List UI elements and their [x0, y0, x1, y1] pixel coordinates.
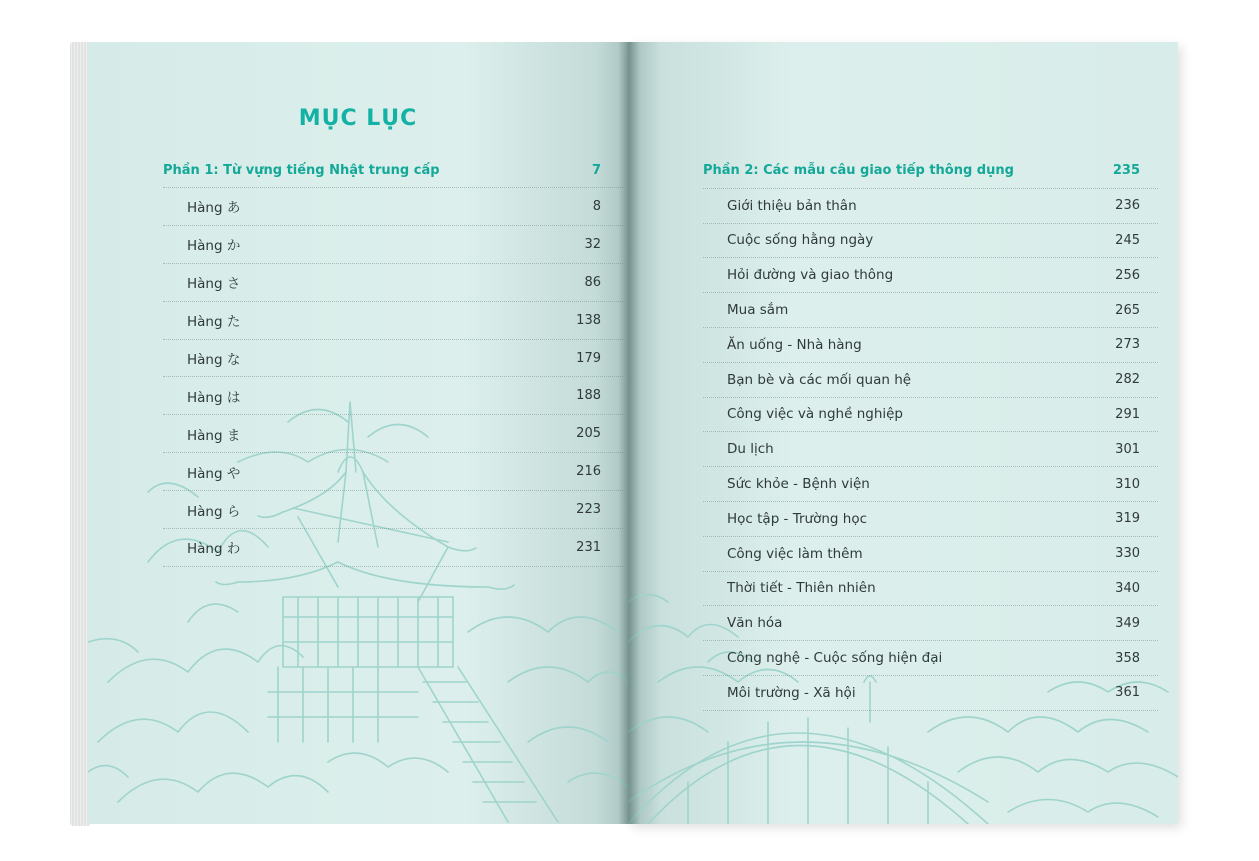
toc-item-page: 138 — [576, 312, 601, 328]
toc-item — [163, 529, 623, 567]
toc-item-label: Hàng な — [187, 352, 241, 368]
toc-item — [163, 491, 623, 529]
toc-item — [703, 641, 1158, 676]
toc-item-label: Văn hóa — [727, 615, 783, 632]
toc-item — [703, 189, 1158, 224]
left-page — [88, 42, 628, 824]
toc-item-label: Du lịch — [727, 441, 774, 458]
toc-item — [163, 415, 623, 453]
toc-item-label: Mua sắm — [727, 302, 789, 319]
toc-item-label: Hàng ま — [187, 427, 241, 444]
toc-item — [703, 432, 1158, 467]
toc-item-page: 236 — [1115, 198, 1140, 214]
page-title: MỤC LỤC — [298, 106, 418, 131]
toc-section-heading — [163, 154, 623, 188]
toc-item-page: 32 — [584, 236, 601, 252]
toc-item-page: 361 — [1115, 685, 1140, 701]
page-edges — [70, 42, 90, 826]
toc-item-label: Hàng さ — [187, 276, 241, 293]
toc-item-label: Giới thiệu bản thân — [727, 197, 857, 214]
toc-section-label: Phần 1: Từ vựng tiếng Nhật trung cấp — [163, 163, 440, 178]
toc-item-label: Hỏi đường và giao thông — [727, 267, 894, 284]
toc-item-page: 310 — [1115, 476, 1140, 492]
toc-item-page: 245 — [1115, 232, 1140, 248]
toc-item-label: Hàng は — [187, 389, 241, 406]
toc-item — [163, 340, 623, 378]
toc-item — [163, 188, 623, 226]
toc-item-label: Công việc làm thêm — [727, 545, 863, 562]
toc-item-page: 8 — [592, 198, 601, 214]
toc-item — [703, 502, 1158, 537]
toc-item — [163, 302, 623, 340]
toc-section-label: Phần 2: Các mẫu câu giao tiếp thông dụng — [703, 163, 1014, 179]
toc-item-label: Hàng ら — [187, 503, 241, 520]
toc-item — [703, 398, 1158, 433]
toc-item-label: Cuộc sống hằng ngày — [727, 232, 874, 249]
toc-item-label: Hàng た — [187, 314, 241, 331]
toc-item-page: 231 — [576, 539, 601, 555]
toc-section-page: 235 — [1112, 163, 1140, 179]
toc-item-label: Thời tiết - Thiên nhiên — [727, 580, 876, 597]
toc-item-page: 349 — [1115, 615, 1140, 631]
toc-section-page: 7 — [591, 163, 601, 178]
toc-item-page: 179 — [576, 350, 601, 366]
right-page — [628, 42, 1178, 824]
toc-item-page: 256 — [1115, 267, 1140, 283]
toc-item — [703, 258, 1158, 293]
toc-item — [163, 453, 623, 491]
toc-item-page: 273 — [1115, 337, 1140, 353]
toc-item — [703, 676, 1158, 711]
toc-item — [703, 224, 1158, 259]
toc-item — [703, 537, 1158, 572]
toc-item-page: 216 — [576, 464, 601, 480]
toc-item-label: Hàng や — [187, 465, 241, 482]
toc-item-page: 330 — [1115, 546, 1140, 562]
toc-item-page: 205 — [576, 426, 601, 442]
toc-item-page: 358 — [1115, 650, 1140, 666]
toc-item-label: Hàng わ — [187, 541, 241, 558]
toc-item-label: Công việc và nghề nghiệp — [727, 406, 904, 423]
toc-item-page: 282 — [1115, 372, 1140, 388]
toc-item-label: Công nghệ - Cuộc sống hiện đại — [727, 650, 943, 667]
toc-item-label: Ăn uống - Nhà hàng — [727, 336, 862, 353]
toc-item-page: 223 — [576, 502, 601, 518]
toc-item — [163, 264, 623, 302]
toc-item-label: Môi trường - Xã hội — [727, 684, 856, 701]
toc-section-heading — [703, 154, 1158, 189]
toc-item-page: 86 — [584, 274, 601, 290]
toc-part-1 — [163, 154, 623, 567]
toc-item — [703, 606, 1158, 641]
toc-item — [163, 377, 623, 415]
toc-item-label: Học tập - Trường học — [727, 510, 867, 527]
toc-item-label: Bạn bè và các mối quan hệ — [727, 371, 912, 388]
toc-item-page: 319 — [1115, 511, 1140, 527]
toc-item — [703, 363, 1158, 398]
toc-item-page: 301 — [1115, 441, 1140, 457]
toc-item — [703, 467, 1158, 502]
toc-item — [163, 226, 623, 264]
toc-part-2 — [703, 154, 1158, 711]
toc-item — [703, 572, 1158, 607]
toc-item-page: 340 — [1115, 580, 1140, 596]
toc-item-page: 188 — [576, 388, 601, 404]
toc-item-label: Hàng あ — [187, 200, 241, 217]
toc-item-page: 291 — [1115, 406, 1140, 422]
toc-item — [703, 293, 1158, 328]
toc-item-label: Sức khỏe - Bệnh viện — [727, 476, 870, 493]
toc-item-label: Hàng か — [187, 238, 241, 255]
toc-item-page: 265 — [1115, 302, 1140, 318]
open-book — [70, 40, 1185, 832]
toc-item — [703, 328, 1158, 363]
